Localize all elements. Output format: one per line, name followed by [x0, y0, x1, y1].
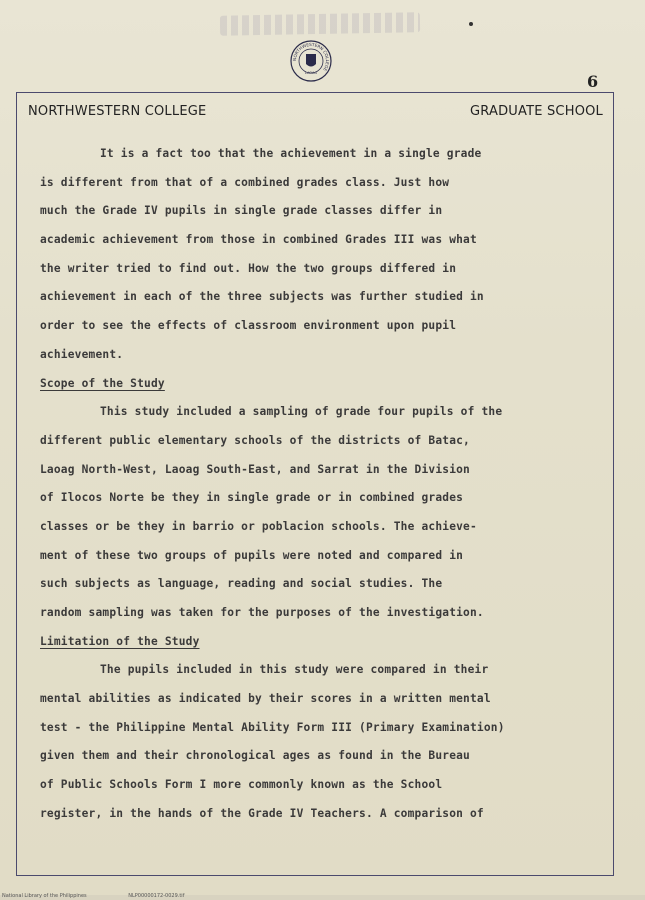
paragraph-line: test - the Philippine Mental Ability Form III (Primary Examination) [40, 720, 505, 734]
seal-center-text: LAOAG [304, 71, 318, 75]
paragraph-line: achievement. [40, 347, 124, 361]
paragraph-line: random sampling was taken for the purposes of the investigation. [40, 606, 484, 619]
paragraph-line: register, in the hands of the Grade IV Teachers. A comparison of [40, 806, 484, 820]
page-number: 6 [587, 72, 599, 91]
paragraph-line: mental abilities as indicated by their scores in a written mental [40, 692, 491, 706]
paragraph-line: It is a fact too that the achievement in a single grade [100, 147, 482, 160]
library-credit: National Library of the Philippines [2, 893, 87, 899]
institution-name: NORTHWESTERN COLLEGE [28, 104, 207, 119]
paragraph-line: classes or be they in barrio or poblacion schools. The achieve- [40, 519, 477, 533]
paragraph-line: This study included a sampling of grade four pupils of the [100, 405, 503, 419]
paragraph-line: of Ilocos Norte be they in single grade or in combined grades [40, 491, 464, 505]
paragraph-line: such subjects as language, reading and social studies. The [40, 577, 443, 591]
body-text [40, 140, 606, 829]
section-heading-limitation: Limitation of the Study [40, 634, 200, 648]
seal-ring-text: NORTHWESTERN COLLEGE [291, 41, 331, 73]
paragraph-line: given them and their chronological ages as found in the Bureau [40, 749, 470, 763]
school-name: GRADUATE SCHOOL [470, 104, 603, 119]
file-id: NLP00000172-0029.tif [128, 893, 185, 899]
scan-caption [2, 893, 224, 899]
paragraph-line: is different from that of a combined grades class. Just how [40, 175, 450, 189]
paragraph-line: ment of these two groups of pupils were noted and compared in [40, 548, 464, 562]
paragraph-line: Laoag North-West, Laoag South-East, and Sarrat in the Division [40, 462, 470, 476]
faded-stamp [220, 12, 420, 35]
paragraph-line: The pupils included in this study were compared in their [100, 663, 489, 677]
paragraph-line: academic achievement from those in combined Grades III was what [40, 233, 477, 247]
paragraph-line: order to see the effects of classroom environment upon pupil [40, 319, 457, 333]
section-heading-scope: Scope of the Study [40, 376, 165, 390]
paragraph-line: of Public Schools Form I more commonly known as the School [40, 778, 443, 792]
college-seal-icon [290, 40, 332, 82]
ink-dot [469, 22, 473, 26]
paragraph-line: the writer tried to find out. How the two groups differed in [40, 261, 457, 275]
paragraph-line: much the Grade IV pupils in single grade classes differ in [40, 204, 443, 218]
paragraph-line: different public elementary schools of the districts of Batac, [40, 433, 470, 447]
letterhead [28, 104, 603, 124]
paragraph-line: achievement in each of the three subjects was further studied in [40, 290, 484, 304]
